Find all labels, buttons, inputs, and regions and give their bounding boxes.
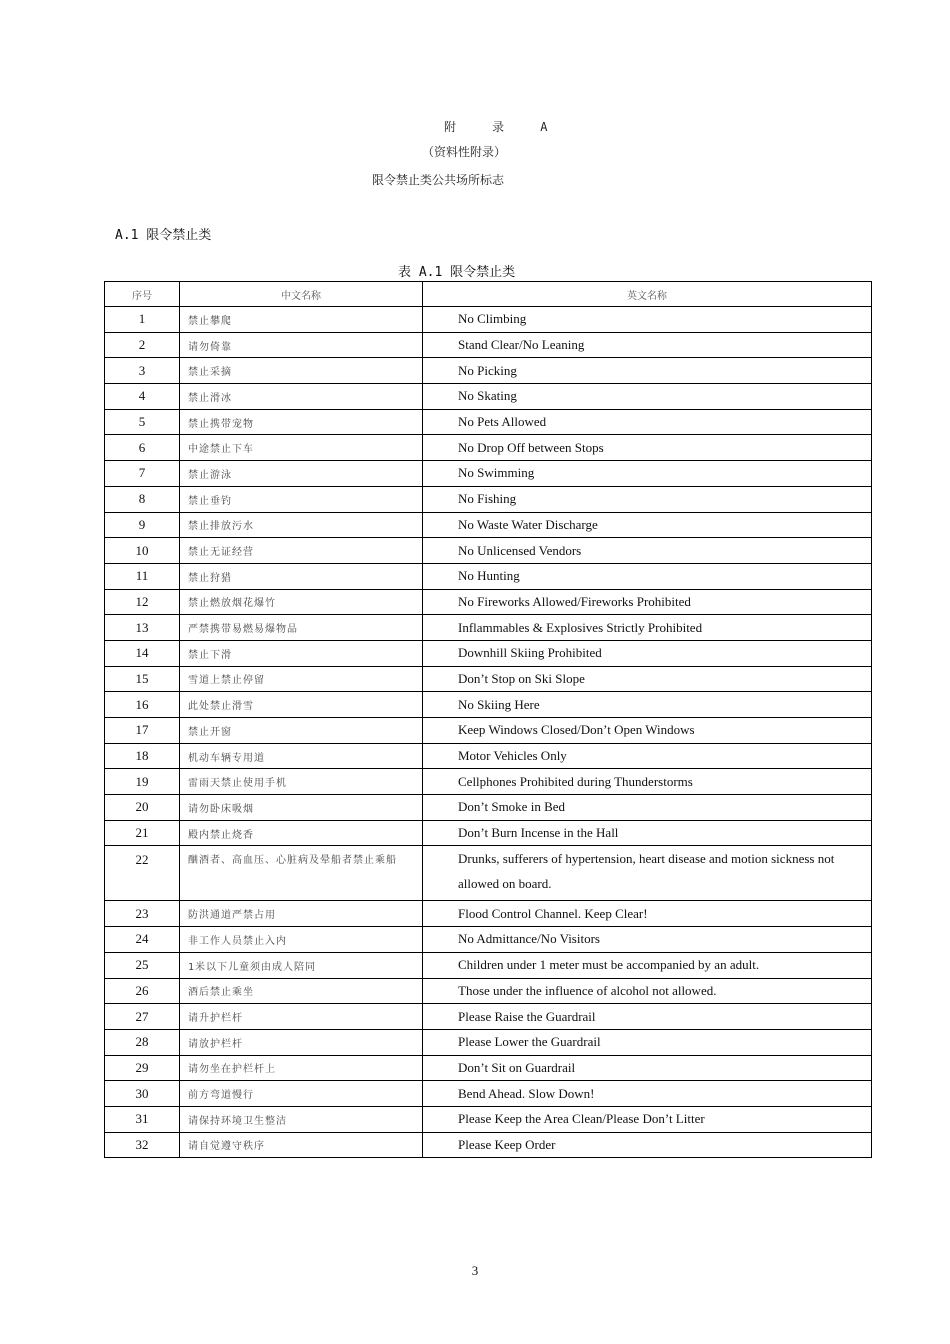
row-english-name: No Skiing Here (423, 692, 872, 718)
table-caption: 表 A.1 限令禁止类 (398, 265, 516, 280)
row-number: 23 (105, 901, 180, 927)
table-row (105, 820, 872, 846)
table-row (105, 307, 872, 333)
row-english-name: No Fireworks Allowed/Fireworks Prohibited (423, 589, 872, 615)
row-number: 24 (105, 927, 180, 953)
table-row (105, 795, 872, 821)
table-row (105, 692, 872, 718)
row-number: 4 (105, 384, 180, 410)
row-chinese-name: 禁止攀爬 (180, 307, 423, 333)
table-row (105, 769, 872, 795)
row-english-name: Don’t Smoke in Bed (423, 795, 872, 821)
row-chinese-name: 雪道上禁止停留 (180, 666, 423, 692)
row-chinese-name: 请升护栏杆 (180, 1004, 423, 1030)
row-english-name: No Climbing (423, 307, 872, 333)
table-row (105, 666, 872, 692)
row-english-name: No Hunting (423, 563, 872, 589)
row-chinese-name: 禁止燃放烟花爆竹 (180, 589, 423, 615)
row-number: 22 (105, 846, 180, 901)
row-chinese-name: 禁止开窗 (180, 718, 423, 744)
row-english-name: Please Keep the Area Clean/Please Don’t Litter (423, 1106, 872, 1132)
annex-title (444, 118, 548, 135)
table-row (105, 563, 872, 589)
row-chinese-name: 此处禁止滑雪 (180, 692, 423, 718)
row-number: 25 (105, 952, 180, 978)
row-chinese-name: 非工作人员禁止入内 (180, 927, 423, 953)
row-number: 21 (105, 820, 180, 846)
row-number: 29 (105, 1055, 180, 1081)
row-english-name: Please Lower the Guardrail (423, 1029, 872, 1055)
section-heading: A.1 限令禁止类 (115, 228, 212, 243)
annex-heading: 限令禁止类公共场所标志 (372, 173, 505, 187)
row-chinese-name: 禁止排放污水 (180, 512, 423, 538)
row-english-name: No Pets Allowed (423, 409, 872, 435)
row-english-name: No Picking (423, 358, 872, 384)
row-english-name: Keep Windows Closed/Don’t Open Windows (423, 718, 872, 744)
row-chinese-name: 雷雨天禁止使用手机 (180, 769, 423, 795)
row-english-name: Those under the influence of alcohol not allowed. (423, 978, 872, 1004)
row-number: 30 (105, 1081, 180, 1107)
row-english-name: No Unlicensed Vendors (423, 538, 872, 564)
row-number: 12 (105, 589, 180, 615)
row-english-name: No Swimming (423, 461, 872, 487)
table-row (105, 1004, 872, 1030)
table-row (105, 1081, 872, 1107)
row-chinese-name: 禁止无证经营 (180, 538, 423, 564)
row-number: 10 (105, 538, 180, 564)
row-chinese-name: 禁止垂钓 (180, 486, 423, 512)
row-english-name: Stand Clear/No Leaning (423, 332, 872, 358)
row-number: 1 (105, 307, 180, 333)
table-row (105, 1055, 872, 1081)
table-row (105, 743, 872, 769)
row-number: 31 (105, 1106, 180, 1132)
row-chinese-name: 禁止携带宠物 (180, 409, 423, 435)
annex-title-part: 附 (444, 120, 457, 134)
row-chinese-name: 请放护栏杆 (180, 1029, 423, 1055)
row-number: 16 (105, 692, 180, 718)
row-chinese-name: 禁止采摘 (180, 358, 423, 384)
row-number: 11 (105, 563, 180, 589)
row-number: 17 (105, 718, 180, 744)
table-row (105, 1132, 872, 1158)
header-english-name: 英文名称 (423, 282, 872, 307)
row-chinese-name: 酒后禁止乘坐 (180, 978, 423, 1004)
row-english-name: Motor Vehicles Only (423, 743, 872, 769)
annex-title-part: A (540, 120, 548, 134)
row-number: 18 (105, 743, 180, 769)
table-row (105, 846, 872, 901)
table-row (105, 461, 872, 487)
row-chinese-name: 机动车辆专用道 (180, 743, 423, 769)
row-number: 6 (105, 435, 180, 461)
row-number: 27 (105, 1004, 180, 1030)
annex-subtitle: （资料性附录） (422, 145, 507, 159)
annex-title-part: 录 (492, 120, 505, 134)
row-english-name: Children under 1 meter must be accompanied by an adult. (423, 952, 872, 978)
row-number: 2 (105, 332, 180, 358)
row-english-name: Flood Control Channel. Keep Clear! (423, 901, 872, 927)
row-chinese-name: 1米以下儿童须由成人陪同 (180, 952, 423, 978)
row-english-name: No Waste Water Discharge (423, 512, 872, 538)
row-number: 13 (105, 615, 180, 641)
table-row (105, 358, 872, 384)
row-number: 19 (105, 769, 180, 795)
table-header-row (105, 282, 872, 307)
table-row (105, 615, 872, 641)
row-number: 14 (105, 640, 180, 666)
row-number: 8 (105, 486, 180, 512)
row-chinese-name: 前方弯道慢行 (180, 1081, 423, 1107)
table-row (105, 512, 872, 538)
table-body (105, 307, 872, 1158)
table-row (105, 486, 872, 512)
table-row (105, 538, 872, 564)
row-english-name: Downhill Skiing Prohibited (423, 640, 872, 666)
row-english-name: No Skating (423, 384, 872, 410)
row-chinese-name: 请勿坐在护栏杆上 (180, 1055, 423, 1081)
row-chinese-name: 请保持环境卫生整洁 (180, 1106, 423, 1132)
table-row (105, 435, 872, 461)
row-english-name: Don’t Stop on Ski Slope (423, 666, 872, 692)
header-number: 序号 (105, 282, 180, 307)
row-number: 32 (105, 1132, 180, 1158)
row-number: 15 (105, 666, 180, 692)
header-chinese-name: 中文名称 (180, 282, 423, 307)
table-row (105, 718, 872, 744)
row-number: 9 (105, 512, 180, 538)
table-row (105, 384, 872, 410)
row-chinese-name: 严禁携带易燃易爆物品 (180, 615, 423, 641)
row-english-name: Cellphones Prohibited during Thunderstorms (423, 769, 872, 795)
row-english-name: Bend Ahead. Slow Down! (423, 1081, 872, 1107)
row-english-name: Don’t Burn Incense in the Hall (423, 820, 872, 846)
table-row (105, 927, 872, 953)
row-chinese-name: 禁止下滑 (180, 640, 423, 666)
row-english-name: Please Keep Order (423, 1132, 872, 1158)
row-chinese-name: 请勿倚靠 (180, 332, 423, 358)
table-row (105, 1029, 872, 1055)
table-row (105, 978, 872, 1004)
row-number: 3 (105, 358, 180, 384)
row-number: 5 (105, 409, 180, 435)
row-english-name: No Drop Off between Stops (423, 435, 872, 461)
table-row (105, 952, 872, 978)
signs-table (104, 281, 872, 1158)
row-chinese-name: 中途禁止下车 (180, 435, 423, 461)
table-row (105, 901, 872, 927)
table-row (105, 589, 872, 615)
row-english-name: Please Raise the Guardrail (423, 1004, 872, 1030)
row-chinese-name: 禁止游泳 (180, 461, 423, 487)
row-english-name: Drunks, sufferers of hypertension, heart disease and motion sickness not allowed on board. (423, 846, 872, 901)
row-chinese-name: 酗酒者、高血压、心脏病及晕船者禁止乘船 (180, 846, 423, 901)
row-chinese-name: 禁止狩猎 (180, 563, 423, 589)
row-number: 20 (105, 795, 180, 821)
row-chinese-name: 请勿卧床吸烟 (180, 795, 423, 821)
row-chinese-name: 殿内禁止烧香 (180, 820, 423, 846)
row-english-name: Don’t Sit on Guardrail (423, 1055, 872, 1081)
table-row (105, 332, 872, 358)
table-row (105, 640, 872, 666)
page-number: 3 (471, 1263, 479, 1278)
row-chinese-name: 禁止滑冰 (180, 384, 423, 410)
row-english-name: No Admittance/No Visitors (423, 927, 872, 953)
table-row (105, 1106, 872, 1132)
row-chinese-name: 防洪通道严禁占用 (180, 901, 423, 927)
row-english-name: No Fishing (423, 486, 872, 512)
row-number: 28 (105, 1029, 180, 1055)
row-chinese-name: 请自觉遵守秩序 (180, 1132, 423, 1158)
row-english-name: Inflammables & Explosives Strictly Prohibited (423, 615, 872, 641)
row-number: 26 (105, 978, 180, 1004)
row-number: 7 (105, 461, 180, 487)
table-row (105, 409, 872, 435)
